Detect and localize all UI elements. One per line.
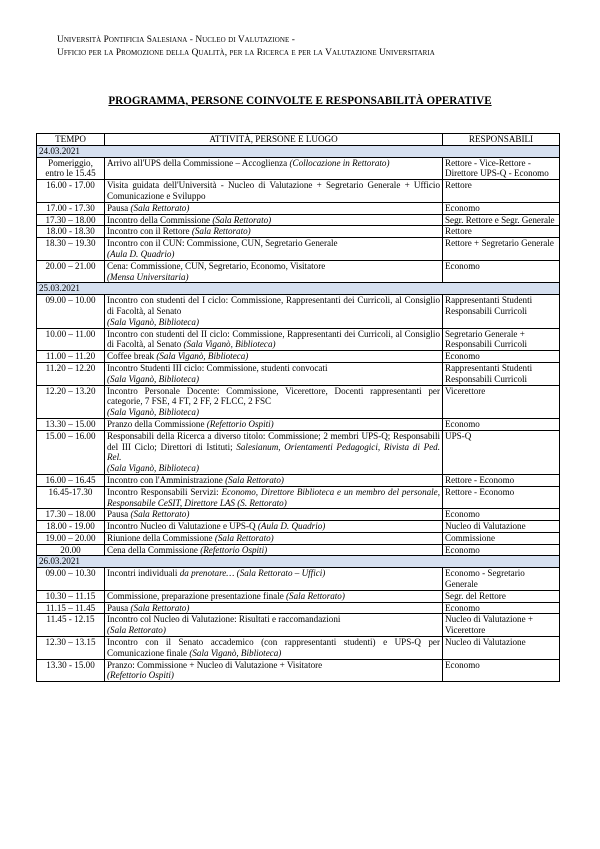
activity-location-text: (Aula D. Quadrio) xyxy=(107,248,175,259)
time-cell: 11.20 – 12.20 xyxy=(37,362,105,385)
activity-cell xyxy=(105,544,443,556)
activity-location-text: da prenotare… (Sala Rettorato – Uffici) xyxy=(179,568,326,579)
activity-location-text: (Sala Viganò, Biblioteca) xyxy=(107,407,200,418)
activity-cell xyxy=(105,214,443,226)
activity-text: Visita guidata dell'Università - Nucleo di Valutazione + Segretario Generale + Ufficio Comunicazione e Sviluppo xyxy=(107,180,440,201)
time-cell: 13.30 - 15.00 xyxy=(37,659,105,682)
activity-text: Incontro Nucleo di Valutazione e UPS-Q xyxy=(107,521,258,532)
time-cell: 17.30 – 18.00 xyxy=(37,509,105,521)
activity-text: Pranzo: Commissione + Nucleo di Valutazione + Visitatore xyxy=(107,659,323,670)
time-cell: Pomeriggio, entro le 15.45 xyxy=(37,157,105,180)
table-row xyxy=(37,614,560,637)
activity-cell xyxy=(105,532,443,544)
activity-location-text: (Sala Rettorato) xyxy=(214,532,274,543)
activity-location-text: (Sala Viganò, Biblioteca) xyxy=(189,647,282,658)
time-cell: 20.00 – 21.00 xyxy=(37,260,105,283)
table-body xyxy=(37,145,560,681)
column-header-attivita: ATTIVITÀ, PERSONE E LUOGO xyxy=(105,134,443,146)
activity-text: Incontro con il Senato accademico (con rappresentanti studenti) e UPS-Q per Comunicazione finale xyxy=(107,637,440,658)
activity-cell xyxy=(105,602,443,614)
activity-text: Cena della Commissione xyxy=(107,544,201,555)
date-row xyxy=(37,556,560,568)
activity-cell xyxy=(105,430,443,474)
responsabili-cell: Segr. Rettore e Segr. Generale xyxy=(443,214,560,226)
table-row xyxy=(37,385,560,418)
responsabili-cell: Nucleo di Valutazione + Vicerettore xyxy=(443,614,560,637)
time-cell: 19.00 – 20.00 xyxy=(37,532,105,544)
activity-text: Incontri individuali xyxy=(107,568,180,579)
activity-cell xyxy=(105,418,443,430)
table-row xyxy=(37,418,560,430)
table-row xyxy=(37,214,560,226)
activity-location-text: (Sala Rettorato) xyxy=(191,226,251,237)
activity-cell xyxy=(105,362,443,385)
responsabili-cell: Rappresentanti Studenti Responsabili Curricoli xyxy=(443,362,560,385)
time-cell: 11.15 – 11.45 xyxy=(37,602,105,614)
activity-text: Pausa xyxy=(107,602,131,613)
activity-cell xyxy=(105,238,443,261)
activity-location-text: (Sala Rettorato) xyxy=(107,625,166,636)
time-cell: 10.00 – 11.00 xyxy=(37,328,105,351)
activity-cell xyxy=(105,328,443,351)
activity-cell xyxy=(105,351,443,363)
activity-cell xyxy=(105,474,443,486)
activity-cell xyxy=(105,637,443,660)
time-cell: 11.00 – 11.20 xyxy=(37,351,105,363)
time-cell: 18.30 – 19.30 xyxy=(37,238,105,261)
activity-location-text: (Sala Rettorato) xyxy=(286,590,345,601)
responsabili-cell: Economo xyxy=(443,659,560,682)
date-row xyxy=(37,145,560,157)
date-label: 26.03.2021 xyxy=(37,556,560,568)
activity-text: Commissione, preparazione presentazione finale xyxy=(107,590,287,601)
activity-text: Incontro Personale Docente: Commissione, Vicerettore, Docenti rappresentanti per categorie, 7 FSE, 4 FT, 2 FF, 2 FLCC, 2 FSC xyxy=(107,385,440,407)
activity-text: Incontro col Nucleo di Valutazione: Risultati e raccomandazioni xyxy=(107,614,341,625)
activity-cell xyxy=(105,590,443,602)
table-row xyxy=(37,202,560,214)
table-row xyxy=(37,474,560,486)
table-row xyxy=(37,226,560,238)
date-label: 24.03.2021 xyxy=(37,145,560,157)
activity-cell xyxy=(105,568,443,591)
activity-cell xyxy=(105,486,443,509)
activity-cell xyxy=(105,659,443,682)
activity-cell xyxy=(105,385,443,418)
activity-text: Cena: Commissione, CUN, Segretario, Economo, Visitatore xyxy=(107,260,326,271)
document-header xyxy=(57,34,435,60)
activity-text: Incontro con studenti del II ciclo: Commissione, Rappresentanti dei Curricoli, al Consiglio di Facoltà, al Senato xyxy=(107,328,440,350)
activity-text: Incontro Responsabili Servizi: xyxy=(107,486,222,497)
table-row xyxy=(37,295,560,328)
responsabili-cell: Rettore - Economo xyxy=(443,486,560,509)
column-header-responsabili: RESPONSABILI xyxy=(443,134,560,146)
activity-text: Incontro con il Rettore xyxy=(107,226,192,237)
activity-location-text: (Sala Viganò, Biblioteca) xyxy=(107,463,200,474)
time-cell: 20.00 xyxy=(37,544,105,556)
table-row xyxy=(37,568,560,591)
responsabili-cell: Rettore - Economo xyxy=(443,474,560,486)
responsabili-cell: Segr. del Rettore xyxy=(443,590,560,602)
header-line-1: Università Pontificia Salesiana - Nucleo di Valutazione - xyxy=(57,35,295,45)
time-cell: 17.00 - 17.30 xyxy=(37,202,105,214)
activity-location-text: (Sala Rettorato) xyxy=(130,602,190,613)
header-line-2: Ufficio per la Promozione della Qualità, per la Ricerca e per la Valutazione Universitaria xyxy=(57,48,435,58)
table-row xyxy=(37,602,560,614)
responsabili-cell: Nucleo di Valutazione xyxy=(443,521,560,533)
activity-location-text: (Sala Rettorato) xyxy=(225,474,284,485)
activity-location-text: (Mensa Universitaria) xyxy=(107,271,189,282)
responsabili-cell: Rettore xyxy=(443,180,560,203)
activity-location-text: (Sala Viganò, Biblioteca) xyxy=(183,339,276,350)
activity-text: Incontro Studenti III ciclo: Commissione, studenti convocati xyxy=(107,362,328,373)
responsabili-cell: Economo xyxy=(443,418,560,430)
responsabili-cell: UPS-Q xyxy=(443,430,560,474)
activity-location-text: Economo, Direttore Biblioteca e un membro del personale, Responsabile CeSIT, Direttore LAS (S. Rettorato) xyxy=(107,486,440,508)
activity-text: Arrivo all'UPS della Commissione – Accoglienza xyxy=(107,157,290,168)
responsabili-cell: Economo xyxy=(443,202,560,214)
table-row xyxy=(37,590,560,602)
activity-location-text: (Refettorio Ospiti) xyxy=(206,418,274,429)
responsabili-cell: Economo xyxy=(443,509,560,521)
activity-cell xyxy=(105,180,443,203)
activity-location-text: (Collocazione in Rettorato) xyxy=(289,157,390,168)
responsabili-cell: Economo xyxy=(443,544,560,556)
responsabili-cell: Commissione xyxy=(443,532,560,544)
time-cell: 09.00 – 10.30 xyxy=(37,568,105,591)
table-row xyxy=(37,637,560,660)
table-row xyxy=(37,362,560,385)
time-cell: 18.00 - 18.30 xyxy=(37,226,105,238)
activity-cell xyxy=(105,614,443,637)
table-row xyxy=(37,238,560,261)
time-cell: 12.20 – 13.20 xyxy=(37,385,105,418)
responsabili-cell: Rettore - Vice-Rettore - Direttore UPS-Q - Economo xyxy=(443,157,560,180)
time-cell: 16.00 - 17.00 xyxy=(37,180,105,203)
activity-location-text: (Sala Rettorato) xyxy=(212,214,272,225)
table-row xyxy=(37,509,560,521)
table-row xyxy=(37,157,560,180)
responsabili-cell: Economo xyxy=(443,260,560,283)
program-table xyxy=(36,133,560,682)
activity-location-text: (Sala Rettorato) xyxy=(130,509,190,520)
table-row xyxy=(37,521,560,533)
activity-cell xyxy=(105,157,443,180)
responsabili-cell: Economo xyxy=(443,351,560,363)
activity-cell xyxy=(105,202,443,214)
activity-location-text: (Sala Viganò, Biblioteca) xyxy=(107,316,200,327)
date-row xyxy=(37,283,560,295)
responsabili-cell: Rettore + Segretario Generale xyxy=(443,238,560,261)
responsabili-cell: Rettore xyxy=(443,226,560,238)
activity-cell xyxy=(105,226,443,238)
activity-location-text: (Sala Viganò, Biblioteca) xyxy=(156,351,249,362)
activity-location-text: (Sala Viganò, Biblioteca) xyxy=(107,373,200,384)
activity-cell xyxy=(105,260,443,283)
table-row xyxy=(37,351,560,363)
activity-text: Incontro con studenti del I ciclo: Commissione, Rappresentanti dei Curricoli, al Consiglio di Facoltà, al Senato xyxy=(107,295,440,316)
activity-text: Pranzo della Commissione xyxy=(107,418,207,429)
responsabili-cell: Economo - Segretario Generale xyxy=(443,568,560,591)
activity-location-text: Salesianum, Orientamenti Pedagogici, Rivista di Ped. Rel. xyxy=(107,441,440,463)
activity-text: Coffee break xyxy=(107,351,157,362)
activity-location-text: (Sala Rettorato) xyxy=(130,202,190,213)
table-row xyxy=(37,486,560,509)
time-cell: 11.45 - 12.15 xyxy=(37,614,105,637)
table-row xyxy=(37,659,560,682)
activity-cell xyxy=(105,509,443,521)
time-cell: 16.45-17.30 xyxy=(37,486,105,509)
activity-cell xyxy=(105,521,443,533)
activity-text: Riunione della Commissione xyxy=(107,532,215,543)
activity-location-text: (Aula D. Quadrio) xyxy=(257,521,326,532)
activity-text: Incontro della Commissione xyxy=(107,214,213,225)
activity-text: Pausa xyxy=(107,509,131,520)
activity-text: Incontro con il CUN: Commissione, CUN, Segretario Generale xyxy=(107,238,338,249)
time-cell: 15.00 – 16.00 xyxy=(37,430,105,474)
activity-text: Incontro con l'Amministrazione xyxy=(107,474,226,485)
document-title: PROGRAMMA, PERSONE COINVOLTE E RESPONSABILITÀ OPERATIVE xyxy=(108,95,492,107)
time-cell: 16.00 – 16.45 xyxy=(37,474,105,486)
time-cell: 17.30 – 18.00 xyxy=(37,214,105,226)
responsabili-cell: Nucleo di Valutazione xyxy=(443,637,560,660)
time-cell: 13.30 – 15.00 xyxy=(37,418,105,430)
activity-text: Responsabili della Ricerca a diverso titolo: Commissione; 2 membri UPS-Q; Responsabili del III Ciclo; Direttori di Istituti; xyxy=(107,430,440,452)
activity-cell xyxy=(105,295,443,328)
responsabili-cell: Segretario Generale + Responsabili Curricoli xyxy=(443,328,560,351)
activity-text: Pausa xyxy=(107,202,131,213)
table-row xyxy=(37,430,560,474)
table-row xyxy=(37,532,560,544)
time-cell: 09.00 – 10.00 xyxy=(37,295,105,328)
time-cell: 10.30 – 11.15 xyxy=(37,590,105,602)
time-cell: 18.00 - 19.00 xyxy=(37,521,105,533)
time-cell: 12.30 – 13.15 xyxy=(37,637,105,660)
activity-location-text: (Refettorio Ospiti) xyxy=(200,544,268,555)
responsabili-cell: Rappresentanti Studenti Responsabili Curricoli xyxy=(443,295,560,328)
document-title-wrapper xyxy=(0,91,600,109)
table-row xyxy=(37,180,560,203)
table-row xyxy=(37,328,560,351)
responsabili-cell: Vicerettore xyxy=(443,385,560,418)
responsabili-cell: Economo xyxy=(443,602,560,614)
table-header-row xyxy=(37,134,560,146)
table-row xyxy=(37,544,560,556)
date-label: 25.03.2021 xyxy=(37,283,560,295)
table-row xyxy=(37,260,560,283)
column-header-tempo: TEMPO xyxy=(37,134,105,146)
activity-location-text: (Refettorio Ospiti) xyxy=(107,670,174,681)
